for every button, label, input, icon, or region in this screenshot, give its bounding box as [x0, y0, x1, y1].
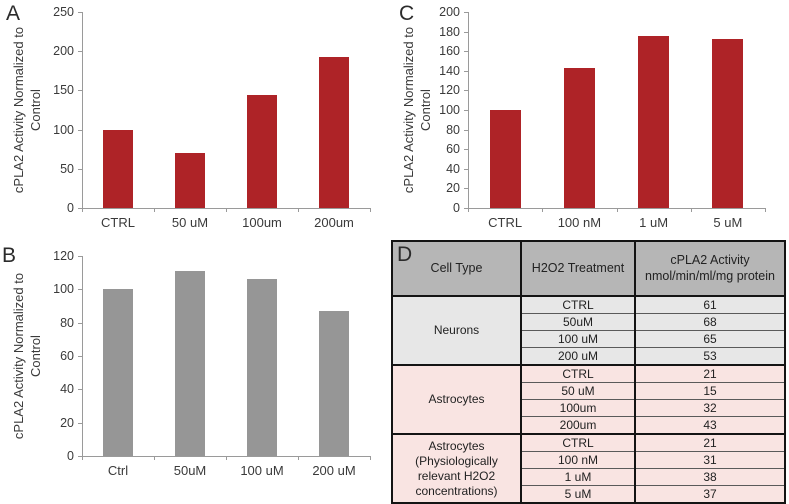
column-header: Cell Type — [392, 241, 521, 296]
y-tick-label: 140 — [439, 63, 460, 78]
activity-value-cell: 43 — [635, 417, 785, 435]
y-tick-label: 40 — [446, 161, 460, 176]
bar-ctrl — [490, 110, 521, 208]
panel-a-label: A — [6, 2, 21, 25]
panel-d — [390, 240, 789, 501]
x-tick-label: 200 uM — [312, 463, 356, 478]
treatment-cell: 50uM — [521, 314, 635, 331]
y-axis-line — [468, 12, 469, 209]
activity-value-cell: 37 — [635, 486, 785, 504]
bar-1-um — [638, 36, 669, 208]
y-tick-label: 180 — [439, 24, 460, 39]
panel-b — [0, 240, 390, 492]
x-tick-label: 200um — [314, 215, 354, 230]
activity-value-cell: 65 — [635, 331, 785, 348]
panel-a — [0, 0, 390, 240]
y-tick-mark — [464, 110, 468, 111]
bar-200um — [319, 57, 349, 208]
x-tick-label: Ctrl — [107, 463, 129, 478]
y-tick-label: 50 — [60, 161, 74, 176]
y-tick-label: 100 — [53, 282, 74, 297]
y-tick-mark — [464, 188, 468, 189]
y-tick-mark — [464, 169, 468, 170]
bar-ctrl — [103, 289, 133, 456]
x-tick-label: CTRL — [488, 215, 523, 230]
y-tick-label: 80 — [60, 315, 74, 330]
y-tick-mark — [78, 90, 82, 91]
y-tick-label: 120 — [53, 249, 74, 263]
treatment-cell: 200um — [521, 417, 635, 435]
activity-value-cell: 32 — [635, 400, 785, 417]
y-tick-label: 60 — [446, 142, 460, 157]
y-tick-label: 200 — [439, 5, 460, 19]
x-tick-mark — [617, 208, 618, 212]
panel-c-label: C — [399, 2, 415, 25]
bar-50-um — [175, 153, 205, 208]
panel-d-label: D — [397, 243, 413, 266]
chart-a-bar-chart — [0, 0, 390, 240]
x-tick-label: 5 uM — [713, 215, 743, 230]
y-tick-label: 250 — [53, 5, 74, 19]
y-tick-label: 0 — [67, 449, 74, 463]
x-tick-label: 50 uM — [171, 215, 209, 230]
y-tick-mark — [78, 356, 82, 357]
y-tick-label: 120 — [439, 83, 460, 98]
y-tick-mark — [78, 423, 82, 424]
x-tick-label: 1 uM — [639, 215, 669, 230]
cell-type-cell: Neurons — [392, 296, 521, 365]
x-tick-mark — [370, 208, 371, 212]
activity-value-cell: 21 — [635, 434, 785, 452]
x-tick-mark — [154, 208, 155, 212]
x-tick-label: 100 nM — [557, 215, 602, 230]
bar-5-um — [712, 39, 743, 208]
y-tick-mark — [464, 90, 468, 91]
y-tick-label: 0 — [67, 201, 74, 215]
x-tick-label: CTRL — [101, 215, 135, 230]
y-tick-label: 150 — [53, 83, 74, 98]
x-tick-label: 100um — [242, 215, 282, 230]
cell-type-cell: Astrocytes (Physiologically relevant H2O2 concentrations) — [392, 434, 521, 503]
table-row — [392, 296, 785, 314]
y-tick-label: 20 — [60, 415, 74, 430]
header-row — [392, 241, 785, 296]
y-tick-mark — [78, 323, 82, 324]
y-tick-mark — [464, 71, 468, 72]
panel-b-label: B — [2, 244, 17, 267]
y-tick-mark — [78, 289, 82, 290]
y-tick-label: 0 — [453, 201, 460, 215]
chart-b-bar-chart — [0, 240, 390, 492]
y-tick-mark — [464, 12, 468, 13]
bar-100um — [247, 95, 277, 208]
y-axis-line — [82, 256, 83, 457]
y-axis-line — [82, 12, 83, 209]
panel-c — [390, 0, 789, 240]
y-tick-label: 200 — [53, 44, 74, 59]
y-tick-label: 100 — [53, 122, 74, 137]
y-tick-mark — [464, 149, 468, 150]
results-table — [391, 240, 786, 504]
x-tick-mark — [298, 456, 299, 460]
y-tick-mark — [78, 256, 82, 257]
treatment-cell: 1 uM — [521, 469, 635, 486]
y-tick-mark — [464, 51, 468, 52]
y-tick-label: 40 — [60, 382, 74, 397]
activity-value-cell: 61 — [635, 296, 785, 314]
activity-value-cell: 68 — [635, 314, 785, 331]
x-tick-label: 50uM — [173, 463, 207, 478]
x-tick-mark — [82, 208, 83, 212]
y-axis-title: cPLA2 Activity Normalized to Control — [401, 26, 433, 194]
x-tick-mark — [226, 456, 227, 460]
column-header: H2O2 Treatment — [521, 241, 635, 296]
y-tick-mark — [78, 51, 82, 52]
y-tick-mark — [464, 32, 468, 33]
y-axis-title: cPLA2 Activity Normalized to Control — [11, 272, 43, 440]
treatment-cell: CTRL — [521, 434, 635, 452]
treatment-cell: 5 uM — [521, 486, 635, 504]
results-table-body — [392, 296, 785, 503]
treatment-cell: 100 nM — [521, 452, 635, 469]
y-tick-mark — [78, 12, 82, 13]
activity-value-cell: 15 — [635, 383, 785, 400]
y-tick-mark — [78, 130, 82, 131]
activity-value-cell: 31 — [635, 452, 785, 469]
chart-c-bar-chart — [390, 0, 789, 240]
treatment-cell: 200 uM — [521, 348, 635, 366]
bar-100-nm — [564, 68, 595, 208]
activity-value-cell: 21 — [635, 365, 785, 383]
y-tick-label: 80 — [446, 122, 460, 137]
table-row — [392, 434, 785, 452]
bar-ctrl — [103, 130, 133, 208]
activity-value-cell: 53 — [635, 348, 785, 366]
treatment-cell: 50 uM — [521, 383, 635, 400]
y-axis-title: cPLA2 Activity Normalized to Control — [11, 26, 43, 194]
bar-200-um — [319, 311, 349, 456]
cell-type-cell: Astrocytes — [392, 365, 521, 434]
results-table-head — [392, 241, 785, 296]
table-row — [392, 365, 785, 383]
y-tick-mark — [464, 130, 468, 131]
bar-50um — [175, 271, 205, 456]
y-tick-label: 160 — [439, 44, 460, 59]
x-tick-mark — [542, 208, 543, 212]
y-tick-mark — [78, 389, 82, 390]
x-tick-mark — [370, 456, 371, 460]
y-tick-label: 60 — [60, 349, 74, 363]
x-tick-mark — [298, 208, 299, 212]
treatment-cell: CTRL — [521, 296, 635, 314]
x-tick-mark — [468, 208, 469, 212]
treatment-cell: 100um — [521, 400, 635, 417]
treatment-cell: 100 uM — [521, 331, 635, 348]
y-tick-label: 100 — [439, 103, 460, 117]
x-tick-label: 100 uM — [240, 463, 284, 478]
x-tick-mark — [226, 208, 227, 212]
bar-100-um — [247, 279, 277, 456]
x-tick-mark — [691, 208, 692, 212]
treatment-cell: CTRL — [521, 365, 635, 383]
x-tick-mark — [154, 456, 155, 460]
y-tick-mark — [78, 169, 82, 170]
y-tick-label: 20 — [446, 181, 460, 196]
column-header: cPLA2 Activity nmol/min/ml/mg protein — [635, 241, 785, 296]
x-tick-mark — [82, 456, 83, 460]
x-tick-mark — [765, 208, 766, 212]
activity-value-cell: 38 — [635, 469, 785, 486]
